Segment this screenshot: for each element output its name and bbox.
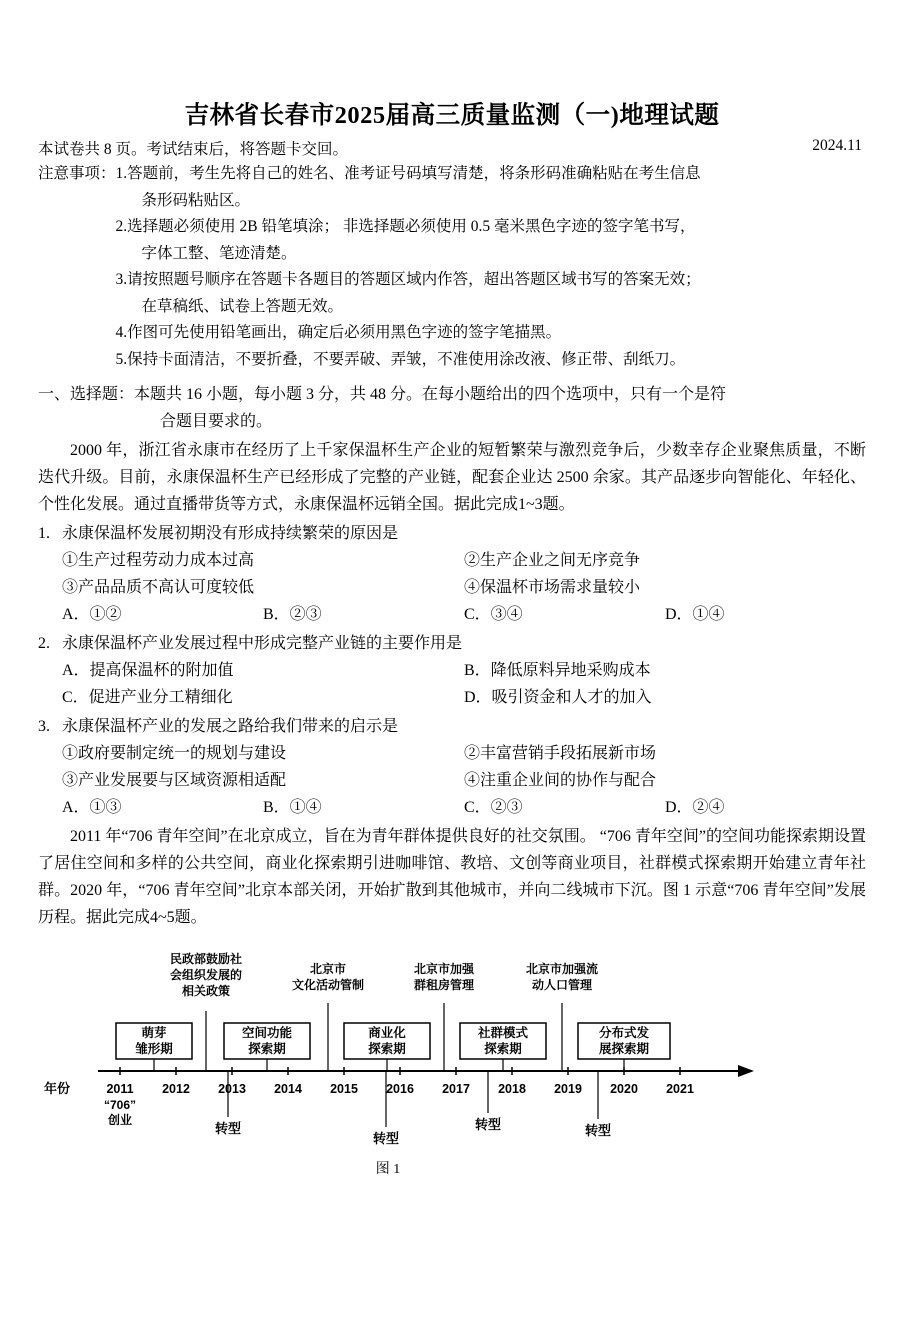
- question-stem: 永康保温杯产业的发展之路给我们带来的启示是: [62, 718, 399, 735]
- figure-year-tick: 2014: [274, 1082, 302, 1096]
- figure-stage-label: 商业化: [368, 1026, 406, 1040]
- question-suboption: ②丰富营销手段拓展新市场: [464, 745, 657, 762]
- question-number: 1.: [38, 525, 50, 542]
- question-option-b[interactable]: B．②③: [263, 606, 322, 623]
- figure-year-tick: 2019: [554, 1082, 582, 1096]
- figure-stage-label: 探索期: [368, 1042, 406, 1056]
- notice-number: 5.: [115, 350, 128, 368]
- figure-stage-label: 空间功能: [241, 1026, 293, 1040]
- notice-label: 注意事项：: [38, 165, 116, 182]
- notice-number: 1.: [115, 165, 128, 182]
- question-suboption: ①政府要制定统一的规划与建设: [62, 745, 287, 762]
- question-option-a[interactable]: A．提高保温杯的附加值: [62, 662, 234, 679]
- notice-text: 选择题必须使用 2B 铅笔填涂； 非选择题必须使用 0.5 毫米黑色字迹的签字笔书写，: [127, 218, 696, 235]
- question-number: 2.: [38, 635, 50, 652]
- notice-text: 条形码粘贴区。: [141, 191, 251, 209]
- paper-subheader: [38, 137, 866, 159]
- notice-block: [38, 161, 866, 373]
- figure-policy-label: 北京市: [309, 962, 347, 976]
- notice-number: 4.: [115, 324, 128, 341]
- figure-transition-label: 转型: [584, 1123, 612, 1138]
- section-one-line1: 本题共 16 小题，每小题 3 分，共 48 分。在每小题给出的四个选项中，只有一个是符: [134, 386, 727, 403]
- figure-year-tick: 2015: [330, 1082, 358, 1096]
- question-option-d[interactable]: D．①④: [665, 606, 725, 623]
- paper-date: 2024.11: [812, 137, 862, 154]
- figure-year-tick: 2017: [442, 1082, 470, 1096]
- question-option-a[interactable]: A．①②: [62, 606, 122, 623]
- question-suboption: ②生产企业之间无序竞争: [464, 552, 641, 569]
- figure-year-tick: 2018: [498, 1082, 526, 1096]
- figure-caption: 图 1: [375, 1162, 401, 1177]
- paper-info-text: 本试卷共 8 页。考试结束后，将答题卡交回。: [38, 141, 349, 158]
- figure-start-note: 创业: [107, 1113, 133, 1127]
- figure-start-note: “706”: [103, 1098, 137, 1112]
- question-stem: 永康保温杯发展初期没有形成持续繁荣的原因是: [62, 525, 399, 542]
- notice-item: [116, 214, 866, 241]
- page-content: [38, 96, 866, 1177]
- section-one-line2: 合题目要求的。: [160, 413, 273, 430]
- figure-policy-label: 相关政策: [181, 984, 231, 998]
- question-option-a[interactable]: A．①③: [62, 799, 122, 816]
- figure-stage-label: 分布式发: [598, 1026, 650, 1040]
- question-suboption: ④保温杯市场需求量较小: [464, 579, 641, 596]
- notice-item: [116, 320, 866, 347]
- question-option-c[interactable]: C．③④: [464, 606, 523, 623]
- figure-stage-label: 探索期: [248, 1042, 286, 1056]
- question-3: [38, 713, 866, 821]
- figure-year-tick: 2016: [386, 1082, 414, 1096]
- question-option-d[interactable]: D．②④: [665, 799, 725, 816]
- figure-transition-label: 转型: [214, 1121, 242, 1136]
- figure-stage-label: 萌芽: [141, 1026, 167, 1040]
- figure-policy-label: 会组织发展的: [169, 968, 243, 982]
- question-suboption: ①生产过程劳动力成本过高: [62, 552, 255, 569]
- notice-item: [116, 347, 866, 374]
- figure-policy-label: 北京市加强: [413, 962, 475, 976]
- question-2: [38, 630, 866, 711]
- notice-item: [116, 267, 866, 294]
- figure-stage-label: 社群模式: [477, 1026, 529, 1040]
- notice-text: 答题前，考生先将自己的姓名、准考证号码填写清楚，将条形码准确粘贴在考生信息: [127, 165, 701, 182]
- notice-text: 字体工整、笔迹清楚。: [141, 244, 297, 262]
- figure-transition-label: 转型: [372, 1131, 400, 1146]
- figure-policy-label: 北京市加强流: [525, 962, 599, 976]
- question-option-b[interactable]: B．降低原料异地采购成本: [464, 662, 651, 679]
- question-suboption: ③产业发展要与区域资源相适配: [62, 772, 287, 789]
- passage-one: 2000 年，浙江省永康市在经历了上千家保温杯生产企业的短暂繁荣与激烈竞争后，少数幸存企业聚焦质量，不断迭代升级。目前，永康保温杯生产已经形成了完整的产业链，配套企业达 2500 余家。其产品逐步向智能化、年轻化、个性化发展。通过直播带货等方式，永康保温杯远销全国。据此完成1~3题。: [38, 442, 866, 513]
- figure-year-tick: 2013: [218, 1082, 246, 1096]
- figure-year-tick: 2021: [666, 1082, 694, 1096]
- notice-number: 2.: [115, 218, 128, 235]
- question-option-d[interactable]: D．吸引资金和人才的加入: [464, 689, 652, 706]
- page-title: 吉林省长春市2025届高三质量监测（一)地理试题: [184, 102, 720, 129]
- figure-year-tick: 2020: [610, 1082, 638, 1096]
- question-1: [38, 520, 866, 628]
- figure-policy-label: 民政部鼓励社: [169, 952, 243, 966]
- figure-stage-label: 探索期: [484, 1042, 522, 1056]
- figure-stage-label: 雏形期: [135, 1042, 173, 1056]
- question-stem: 永康保温杯产业发展过程中形成完整产业链的主要作用是: [62, 635, 463, 652]
- question-option-c[interactable]: C．②③: [464, 799, 523, 816]
- figure-transition-label: 转型: [474, 1117, 502, 1132]
- notice-item: [116, 161, 866, 188]
- passage-two: 2011 年“706 青年空间”在北京成立，旨在为青年群体提供良好的社交氛围。 “706 青年空间”的空间功能探索期设置了居住空间和多样的公共空间，商业化探索期引进咖啡馆、教培、文创等商业项目，社群模式探索期开始建立青年社群。2020 年，“706 青年空间”北京本部关闭，开始扩散到其他城市，并向二线城市下沉。图 1 示意“706 青年空间”发展历程。据此完成4~5题。: [38, 828, 866, 926]
- question-number: 3.: [38, 718, 50, 735]
- section-one-heading: [38, 381, 866, 435]
- question-option-b[interactable]: B．①④: [263, 799, 322, 816]
- figure-policy-label: 动人口管理: [531, 978, 593, 992]
- section-one-label: 一、选择题：: [38, 386, 135, 403]
- figure-stage-label: 展探索期: [598, 1042, 650, 1056]
- notice-text: 在草稿纸、试卷上答题无效。: [141, 297, 344, 315]
- figure-year-tick: 2012: [162, 1082, 190, 1096]
- question-suboption: ④注重企业间的协作与配合: [464, 772, 657, 789]
- figure-1: [38, 941, 866, 1177]
- figure-year-tick: 2011: [106, 1082, 134, 1096]
- notice-number: 3.: [115, 271, 128, 288]
- question-option-c[interactable]: C．促进产业分工精细化: [62, 689, 233, 706]
- figure-policy-label: 文化活动管制: [291, 978, 365, 992]
- notice-text: 请按照题号顺序在答题卡各题目的答题区域内作答，超出答题区域书写的答案无效；: [127, 271, 701, 288]
- notice-text: 保持卡面清洁，不要折叠，不要弄破、弄皱，不准使用涂改液、修正带、刮纸刀。: [127, 350, 686, 368]
- notice-text: 作图可先使用铅笔画出，确定后必须用黑色字迹的签字笔描黑。: [127, 324, 562, 341]
- figure-axis-label: 年份: [44, 1081, 71, 1096]
- question-suboption: ③产品品质不高认可度较低: [62, 579, 255, 596]
- figure-policy-label: 群租房管理: [413, 978, 475, 992]
